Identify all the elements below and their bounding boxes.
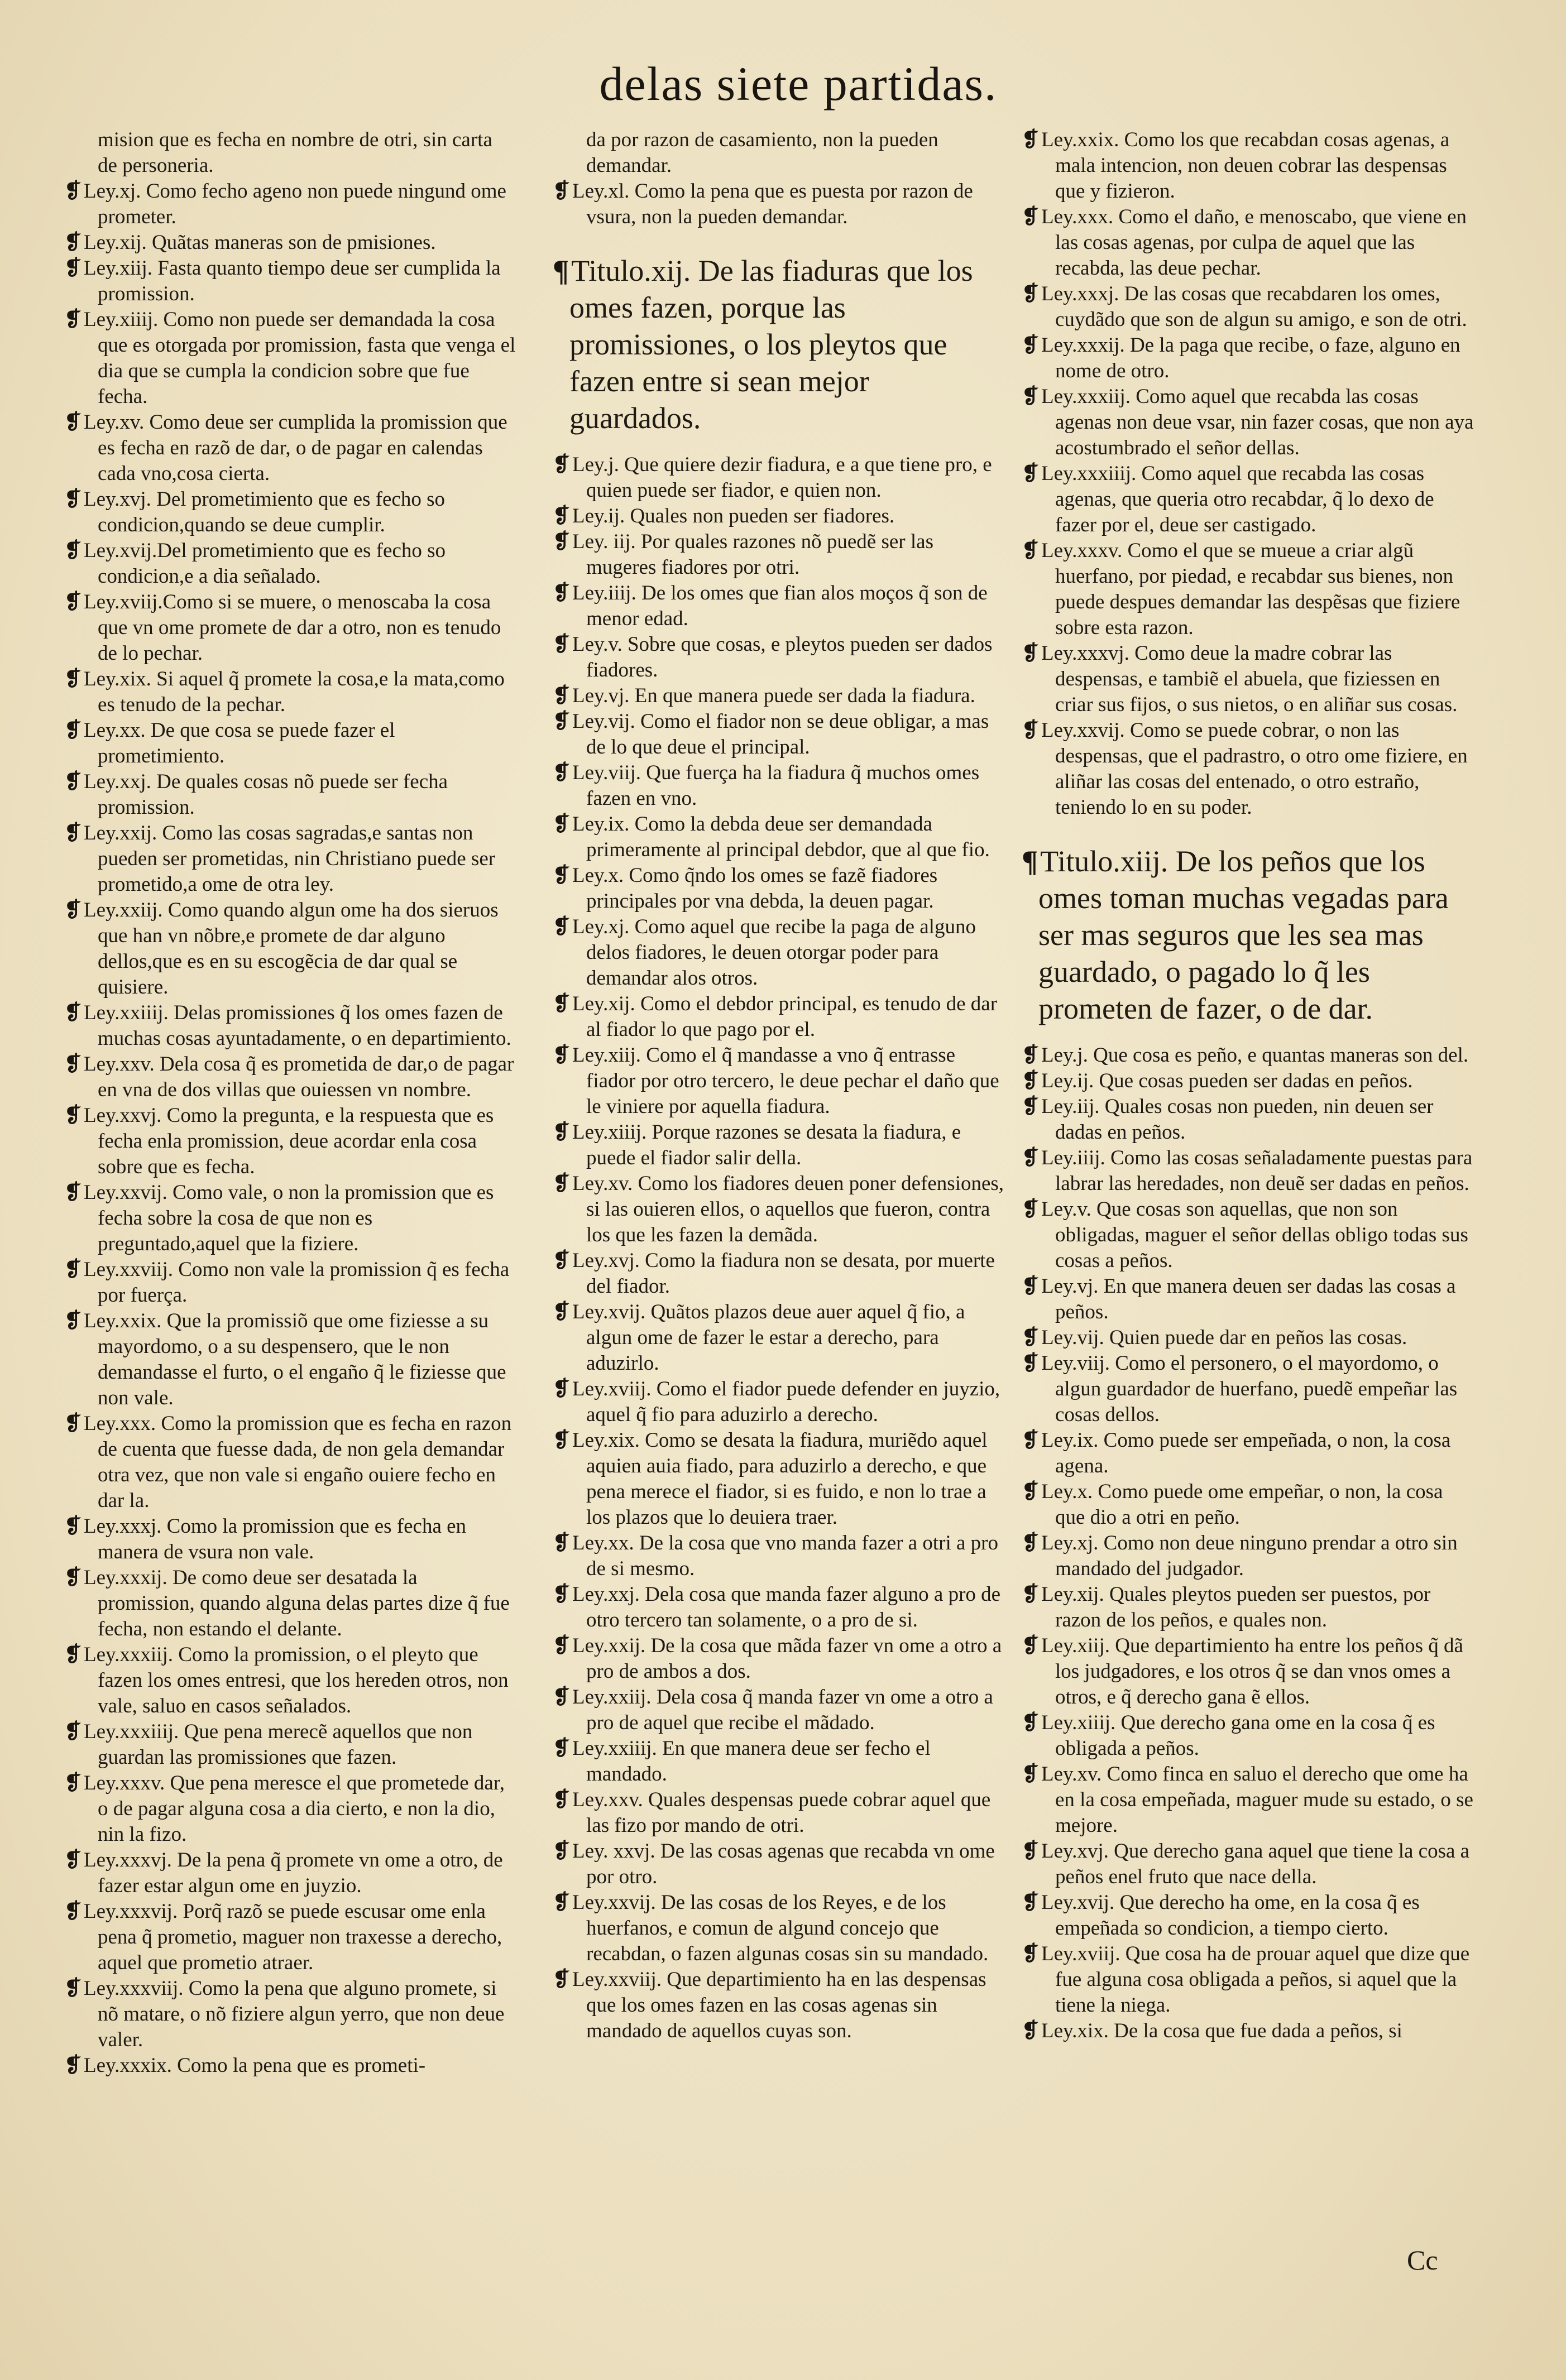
paragraph-mark-icon: ❡ bbox=[553, 864, 571, 887]
paragraph-mark-icon: ❡ bbox=[64, 1412, 82, 1435]
ley-entry bbox=[1022, 2018, 1474, 2044]
ley-entry bbox=[64, 589, 516, 666]
ley-entry bbox=[64, 1642, 516, 1719]
ley-entry bbox=[64, 487, 516, 538]
paragraph-mark-icon: ❡ bbox=[64, 1181, 82, 1204]
ley-entry bbox=[64, 538, 516, 589]
entry-text: Ley.xxvij. Como vale, o non la promission que es fecha sobre la cosa de que non es preguntado,aquel que la fiziere. bbox=[84, 1181, 494, 1255]
entry-text: Ley.vj. En que manera puede ser dada la fiadura. bbox=[572, 684, 975, 707]
paragraph-mark-icon: ❡ bbox=[553, 684, 571, 707]
entry-text: Ley.xj. Como fecho ageno non puede ningund ome prometer. bbox=[84, 180, 506, 228]
ley-entry bbox=[1022, 1839, 1474, 1890]
ley-entry bbox=[553, 1633, 1005, 1685]
entry-text: Ley.xx. De la cosa que vno manda fazer a otri a pro de si mesmo. bbox=[572, 1532, 998, 1580]
paragraph-mark-icon: ❡ bbox=[553, 761, 571, 784]
ley-entry bbox=[64, 1719, 516, 1770]
paragraph-mark-icon: ❡ bbox=[553, 1788, 571, 1811]
paragraph-mark-icon: ❡ bbox=[553, 1301, 571, 1323]
paragraph-mark-icon: ❡ bbox=[553, 1891, 571, 1914]
ley-entry bbox=[64, 179, 516, 230]
entry-text: Ley.xvj. Del prometimiento que es fecho so condicion,quando se deue cumplir. bbox=[84, 488, 445, 536]
ley-entry bbox=[64, 410, 516, 487]
paragraph-mark-icon: ❡ bbox=[1022, 1198, 1040, 1221]
ley-entry bbox=[553, 1736, 1005, 1787]
paragraph-mark-icon: ❡ bbox=[1022, 1146, 1040, 1169]
ley-entry bbox=[1022, 1428, 1474, 1479]
entry-text: Ley.xxxiiij. Que pena merecẽ aquellos que non guardan las promissiones que fazen. bbox=[84, 1720, 473, 1769]
paragraph-mark-icon: ❡ bbox=[553, 505, 571, 527]
entry-text: Ley.iij. Quales cosas non pueden, nin deuen ser dadas en peños. bbox=[1041, 1095, 1434, 1144]
ley-entry bbox=[553, 1428, 1005, 1530]
paragraph-mark-icon: ❡ bbox=[1022, 128, 1040, 151]
entry-text: Ley.xxxiij. Como la promission, o el pleyto que fazen los omes entresi, que los hereden otros, non vale, saluo en casos señalados. bbox=[84, 1643, 509, 1717]
paragraph-mark-icon: ❡ bbox=[1022, 1634, 1040, 1657]
entry-text: Ley.xv. Como deue ser cumplida la promission que es fecha en razõ de dar, o de pagar en calendas cada vno,cosa cierta. bbox=[84, 411, 507, 485]
paragraph-mark-icon: ❡ bbox=[64, 411, 82, 434]
ley-entry bbox=[1022, 1479, 1474, 1530]
ley-entry bbox=[553, 1839, 1005, 1890]
paragraph-mark-icon: ❡ bbox=[1022, 1044, 1040, 1067]
ley-entry bbox=[64, 2053, 516, 2079]
paragraph-mark-icon: ❡ bbox=[553, 1840, 571, 1863]
paragraph-mark-icon: ❡ bbox=[1022, 1891, 1040, 1914]
paragraph-mark-icon: ❡ bbox=[64, 822, 82, 844]
ley-entry bbox=[64, 1899, 516, 1976]
ley-entry bbox=[553, 1787, 1005, 1839]
ley-entry bbox=[553, 1685, 1005, 1736]
continued-entry bbox=[553, 127, 1005, 179]
entry-text: Ley.xxxviij. Como la pena que alguno promete, si nõ matare, o nõ fiziere algun yerro, que non deue valer. bbox=[84, 1977, 505, 2051]
ley-entry bbox=[553, 914, 1005, 991]
paragraph-mark-icon: ❡ bbox=[1022, 1942, 1040, 1965]
paragraph-mark-icon: ❡ bbox=[1022, 1326, 1040, 1349]
ley-entry bbox=[64, 1411, 516, 1514]
entry-text: Ley.xxix. Que la promissiõ que ome fiziesse a su mayordomo, o a su despensero, que le non demandasse el furto, o el engaño q̃ le fiziesse que non vale. bbox=[84, 1309, 506, 1409]
entry-text: Ley.xxviij. Que departimiento ha en las despensas que los omes fazen en las cosas agenas sin mandado de aquellos cuyas son. bbox=[572, 1968, 986, 2042]
titulo-text: Titulo.xij. De las fiaduras que los omes fazen, porque las promissiones, o los pleytos que fazen entre si sean mejor guardados. bbox=[569, 254, 973, 435]
entry-text: Ley.vj. En que manera deuen ser dadas las cosas a peños. bbox=[1041, 1275, 1456, 1323]
ley-entry bbox=[1022, 718, 1474, 820]
entry-text: Ley.xviij.Como si se muere, o menoscaba la cosa que vn ome promete de dar a otro, non es tenudo de lo pechar. bbox=[84, 591, 501, 665]
entry-text: Ley.viij. Que fuerça ha la fiadura q̃ muchos omes fazen en vno. bbox=[572, 761, 980, 810]
ley-entry bbox=[553, 683, 1005, 709]
entry-text: Ley.iiij. De los omes que fian alos moços q̃ son de menor edad. bbox=[572, 582, 988, 630]
paragraph-mark-icon: ❡ bbox=[64, 1053, 82, 1076]
paragraph-mark-icon: ❡ bbox=[1022, 719, 1040, 742]
entry-text: Ley.x. Como puede ome empeñar, o non, la cosa que dio a otri en peño. bbox=[1041, 1480, 1443, 1529]
entry-text: Ley.xxviij. Como non vale la promission q̃ es fecha por fuerça. bbox=[84, 1258, 510, 1307]
paragraph-mark-icon: ❡ bbox=[553, 1121, 571, 1144]
entry-text: Ley.xxxij. De la paga que recibe, o faze, alguno en nome de otro. bbox=[1041, 334, 1460, 382]
paragraph-mark-icon: ❡ bbox=[553, 1249, 571, 1272]
ley-entry bbox=[1022, 1274, 1474, 1325]
entry-text: Ley.xix. De la cosa que fue dada a peños, si bbox=[1041, 2019, 1402, 2042]
paragraph-mark-icon: ❡ bbox=[553, 1968, 571, 1991]
entry-text: Ley.xij. Quãtas maneras son de pmisiones. bbox=[84, 231, 436, 254]
column-1 bbox=[64, 127, 516, 2079]
ley-entry bbox=[64, 230, 516, 256]
entry-text: Ley.v. Sobre que cosas, e pleytos pueden ser dados fiadores. bbox=[572, 633, 993, 682]
ley-entry bbox=[553, 812, 1005, 863]
paragraph-mark-icon: ❡ bbox=[553, 1044, 571, 1067]
entry-text: Ley.xxij. Como las cosas sagradas,e santas non pueden ser prometidas, nin Christiano puede ser prometido,a ome de otra ley. bbox=[84, 822, 496, 896]
entry-text: Ley.viij. Como el personero, o el mayordomo, o algun guardador de huerfano, puedẽ empeñar las cosas dellos. bbox=[1041, 1352, 1458, 1426]
entry-text: Ley.xxiij. Como quando algun ome ha dos sieruos que han vn nõbre,e promete de dar alguno dellos,que es en su escogẽcia de dar qual se quisiere. bbox=[84, 899, 499, 999]
entry-text: Ley.xxiiij. Delas promissiones q̃ los omes fazen de muchas cosas ayuntadamente, o en departimiento. bbox=[84, 1001, 511, 1050]
paragraph-mark-icon: ❡ bbox=[1022, 1711, 1040, 1734]
ley-entry bbox=[553, 1890, 1005, 1967]
ley-entry bbox=[553, 1120, 1005, 1171]
entry-text: Ley.xxxj. Como la promission que es fecha en manera de vsura non vale. bbox=[84, 1515, 467, 1563]
ley-entry bbox=[1022, 1890, 1474, 1941]
paragraph-mark-icon: ¶ bbox=[553, 254, 569, 287]
paragraph-mark-icon: ❡ bbox=[64, 1566, 82, 1589]
paragraph-mark-icon: ❡ bbox=[64, 180, 82, 203]
entry-text: Ley.x. Como q̃ndo los omes se fazẽ fiadores principales por vna debda, la deuen pagar. bbox=[572, 864, 938, 913]
entry-text: Ley.xxvij. Como se puede cobrar, o non las despensas, que el padrastro, o otro ome fiziere, en aliñar las cosas del entenado, o otro estraño, teniendo lo en su poder. bbox=[1041, 719, 1468, 819]
entry-text: Ley.j. Que cosa es peño, e quantas maneras son del. bbox=[1041, 1044, 1469, 1067]
ley-entry bbox=[1022, 281, 1474, 333]
entry-text: Ley.xxiiij. En que manera deue ser fecho el mandado. bbox=[572, 1737, 931, 1786]
paragraph-mark-icon: ❡ bbox=[64, 231, 82, 254]
ley-entry bbox=[1022, 384, 1474, 461]
paragraph-mark-icon: ❡ bbox=[64, 770, 82, 793]
entry-text: Ley.xx. De que cosa se puede fazer el prometimiento. bbox=[84, 719, 395, 767]
ley-entry bbox=[64, 256, 516, 307]
entry-text: Ley.xxxvij. Porq̃ razõ se puede escusar ome enla pena q̃ prometio, maguer non traxesse a derecho, aquel que prometio atraer. bbox=[84, 1900, 502, 1974]
entry-text: Ley.xxx. Como la promission que es fecha en razon de cuenta que fuesse dada, de non gela demandar otra vez, que non vale si engaño ouiere fecho en dar la. bbox=[84, 1412, 512, 1512]
paragraph-mark-icon: ❡ bbox=[553, 1737, 571, 1760]
entry-text: Ley.xv. Como finca en saluo el derecho que ome ha en la cosa empeñada, maguer mude su estado, o se mejore. bbox=[1041, 1763, 1473, 1837]
entry-text: Ley.xxiij. Dela cosa q̃ manda fazer vn ome a otro a pro de aquel que recibe el mãdado. bbox=[572, 1686, 993, 1734]
paragraph-mark-icon: ❡ bbox=[553, 915, 571, 938]
ley-entry bbox=[1022, 1094, 1474, 1145]
paragraph-mark-icon: ❡ bbox=[64, 308, 82, 331]
entry-text: Ley.xvj. Que derecho gana aquel que tiene la cosa a peños enel fruto que nace della. bbox=[1041, 1840, 1470, 1888]
paragraph-mark-icon: ❡ bbox=[553, 180, 571, 203]
ley-entry bbox=[64, 1514, 516, 1565]
ley-entry bbox=[553, 452, 1005, 503]
ley-entry bbox=[1022, 333, 1474, 384]
entry-text: Ley.xxxij. De como deue ser desatada la promission, quando alguna delas partes dize q̃ fue fecha, non estando el delante. bbox=[84, 1566, 510, 1640]
paragraph-mark-icon: ❡ bbox=[553, 530, 571, 553]
entry-text: Ley.xxxix. Como la pena que es prometi- bbox=[84, 2054, 426, 2077]
entry-text: da por razon de casamiento, non la pueden demandar. bbox=[586, 128, 938, 177]
entry-text: Ley.xxix. Como los que recabdan cosas agenas, a mala intencion, non deuen cobrar las despensas que y fizieron. bbox=[1041, 128, 1450, 203]
ley-entry bbox=[553, 863, 1005, 914]
ley-entry bbox=[1022, 204, 1474, 281]
entry-text: Ley.iiij. Como las cosas señaladamente puestas para labrar las heredades, non deuẽ ser dadas en peños. bbox=[1041, 1146, 1473, 1195]
entry-text: Ley. iij. Por quales razones nõ puedẽ ser las mugeres fiadores por otri. bbox=[572, 530, 933, 579]
paragraph-mark-icon: ❡ bbox=[64, 488, 82, 511]
entry-text: Ley.v. Que cosas son aquellas, que non son obligadas, maguer el señor dellas obligo todas sus cosas a peños. bbox=[1041, 1198, 1468, 1272]
paragraph-mark-icon: ❡ bbox=[64, 591, 82, 613]
paragraph-mark-icon: ❡ bbox=[1022, 1352, 1040, 1375]
paragraph-mark-icon: ❡ bbox=[64, 899, 82, 922]
paragraph-mark-icon: ❡ bbox=[553, 813, 571, 836]
entry-text: Ley.xvj. Como la fiadura non se desata, por muerte del fiador. bbox=[572, 1249, 995, 1298]
continued-entry bbox=[64, 127, 516, 179]
ley-entry bbox=[1022, 1043, 1474, 1068]
paragraph-mark-icon: ❡ bbox=[553, 1583, 571, 1606]
paragraph-mark-icon: ❡ bbox=[1022, 1069, 1040, 1092]
ley-entry bbox=[1022, 1710, 1474, 1762]
paragraph-mark-icon: ❡ bbox=[64, 2054, 82, 2077]
paragraph-mark-icon: ❡ bbox=[553, 1378, 571, 1400]
paragraph-mark-icon: ❡ bbox=[64, 1977, 82, 2000]
paragraph-mark-icon: ❡ bbox=[1022, 1480, 1040, 1503]
paragraph-mark-icon: ❡ bbox=[64, 1515, 82, 1538]
ley-entry bbox=[64, 1103, 516, 1180]
entry-text: Ley.xxvij. De las cosas de los Reyes, e de los huerfanos, e comun de algund concejo que recabdan, o fazen algunas cosas sin su mandado. bbox=[572, 1891, 989, 1965]
paragraph-mark-icon: ❡ bbox=[64, 1849, 82, 1872]
entry-text: Ley.xxj. De quales cosas nõ puede ser fecha promission. bbox=[84, 770, 448, 819]
ley-entry bbox=[553, 1582, 1005, 1633]
ley-entry bbox=[64, 1565, 516, 1642]
ley-entry bbox=[553, 709, 1005, 760]
entry-text: Ley.xxv. Dela cosa q̃ es prometida de dar,o de pagar en vna de dos villas que ouiessen vn nombre. bbox=[84, 1053, 514, 1101]
paragraph-mark-icon: ❡ bbox=[553, 992, 571, 1015]
paragraph-mark-icon: ❡ bbox=[1022, 1840, 1040, 1863]
paragraph-mark-icon: ❡ bbox=[1022, 2019, 1040, 2042]
ley-entry bbox=[64, 1052, 516, 1103]
entry-text: Ley.xiiij. Porque razones se desata la fiadura, e puede el fiador salir della. bbox=[572, 1121, 961, 1169]
entry-text: Ley.vij. Como el fiador non se deue obligar, a mas de lo que deue el principal. bbox=[572, 710, 989, 759]
paragraph-mark-icon: ❡ bbox=[1022, 385, 1040, 408]
entry-text: mision que es fecha en nombre de otri, sin carta de personeria. bbox=[98, 128, 492, 177]
ley-entry bbox=[1022, 1325, 1474, 1351]
paragraph-mark-icon: ❡ bbox=[1022, 1429, 1040, 1452]
entry-text: Ley.xj. Como non deue ninguno prendar a otro sin mandado del judgador. bbox=[1041, 1532, 1458, 1580]
ley-entry bbox=[553, 632, 1005, 683]
ley-entry bbox=[553, 1171, 1005, 1248]
ley-entry bbox=[553, 529, 1005, 580]
paragraph-mark-icon: ❡ bbox=[1022, 205, 1040, 228]
ley-entry bbox=[553, 1248, 1005, 1299]
paragraph-mark-icon: ❡ bbox=[553, 633, 571, 656]
ley-entry bbox=[64, 1976, 516, 2053]
entry-text: Ley. xxvj. De las cosas agenas que recabda vn ome por otro. bbox=[572, 1840, 995, 1888]
entry-text: Ley.j. Que quiere dezir fiadura, e a que tiene pro, e quien puede ser fiador, e quien non. bbox=[572, 453, 992, 502]
entry-text: Ley.xxv. Quales despensas puede cobrar aquel que las fizo por mando de otri. bbox=[572, 1788, 991, 1837]
entry-text: Ley.xvij. Quãtos plazos deue auer aquel q̃ fio, a algun ome de fazer le estar a derecho, para aduzirlo. bbox=[572, 1301, 965, 1375]
ley-entry bbox=[553, 580, 1005, 632]
paragraph-mark-icon: ❡ bbox=[64, 1643, 82, 1666]
paragraph-mark-icon: ❡ bbox=[1022, 642, 1040, 665]
paragraph-mark-icon: ❡ bbox=[1022, 1583, 1040, 1606]
paragraph-mark-icon: ❡ bbox=[553, 1634, 571, 1657]
entry-text: Ley.xvij. Que derecho ha ome, en la cosa q̃ es empeñada so condicion, a tiempo cierto. bbox=[1041, 1891, 1420, 1940]
entry-text: Ley.xxx. Como el daño, e menoscabo, que viene en las cosas agenas, por culpa de aquel que las recabda, las deue pechar. bbox=[1041, 205, 1467, 280]
entry-text: Ley.xiiij. Que derecho gana ome en la cosa q̃ es obligada a peños. bbox=[1041, 1711, 1435, 1760]
entry-text: Ley.xxij. De la cosa que mãda fazer vn ome a otro a pro de ambos a dos. bbox=[572, 1634, 1002, 1683]
entry-text: Ley.xviij. Que cosa ha de prouar aquel que dize que fue alguna cosa obligada a peños, si aquel que la tiene la niega. bbox=[1041, 1942, 1470, 2017]
ley-entry bbox=[64, 1000, 516, 1052]
paragraph-mark-icon: ❡ bbox=[553, 1172, 571, 1195]
entry-text: Ley.ix. Como la debda deue ser demandada primeramente al principal debdor, que al que fio. bbox=[572, 813, 990, 861]
paragraph-mark-icon: ❡ bbox=[64, 1001, 82, 1024]
ley-entry bbox=[1022, 1351, 1474, 1428]
ley-entry bbox=[553, 179, 1005, 230]
entry-text: Ley.xxvj. Como la pregunta, e la respuesta que es fecha enla promission, deue acordar enla cosa sobre que es fecha. bbox=[84, 1104, 494, 1178]
entry-text: Ley.xxxvj. De la pena q̃ promete vn ome a otro, de fazer estar algun ome en juyzio. bbox=[84, 1849, 503, 1897]
entry-text: Ley.xix. Si aquel q̃ promete la cosa,e la mata,como es tenudo de la pechar. bbox=[84, 668, 505, 716]
ley-entry bbox=[1022, 127, 1474, 204]
paragraph-mark-icon: ❡ bbox=[553, 1686, 571, 1709]
entry-text: Ley.vij. Quien puede dar en peños las cosas. bbox=[1041, 1326, 1407, 1349]
paragraph-mark-icon: ❡ bbox=[553, 1532, 571, 1554]
ley-entry bbox=[1022, 641, 1474, 718]
ley-entry bbox=[553, 1376, 1005, 1428]
entry-text: Ley.xl. Como la pena que es puesta por razon de vsura, non la pueden demandar. bbox=[572, 180, 973, 228]
column-3 bbox=[1022, 127, 1474, 2044]
entry-text: Ley.xiij. Como el q̃ mandasse a vno q̃ entrasse fiador por otro tercero, le deue pechar el daño que le viniere por aquella fiadura. bbox=[572, 1044, 999, 1118]
ley-entry bbox=[553, 760, 1005, 812]
ley-entry bbox=[1022, 1145, 1474, 1197]
signature-mark: Cc bbox=[1407, 2244, 1438, 2276]
paragraph-mark-icon: ❡ bbox=[553, 710, 571, 733]
entry-text: Ley.xiij. Fasta quanto tiempo deue ser cumplida la promission. bbox=[84, 257, 501, 305]
ley-entry bbox=[64, 1180, 516, 1257]
ley-entry bbox=[1022, 1530, 1474, 1582]
paragraph-mark-icon: ❡ bbox=[64, 1258, 82, 1281]
entry-text: Ley.xv. Como los fiadores deuen poner defensiones, si las ouieren ellos, o aquellos que fueron, contra los que les fazen la demãda. bbox=[572, 1172, 1004, 1246]
ley-entry bbox=[1022, 1633, 1474, 1710]
ley-entry bbox=[553, 503, 1005, 529]
ley-entry bbox=[1022, 538, 1474, 641]
paragraph-mark-icon: ❡ bbox=[64, 719, 82, 742]
ley-entry bbox=[64, 666, 516, 718]
ley-entry bbox=[64, 898, 516, 1000]
paragraph-mark-icon: ❡ bbox=[64, 668, 82, 690]
entry-text: Ley.xxxj. De las cosas que recabdaren los omes, cuydãdo que son de algun su amigo, e son de otri. bbox=[1041, 282, 1467, 331]
running-head: delas siete partidas. bbox=[599, 57, 998, 111]
ley-entry bbox=[64, 820, 516, 898]
ley-entry bbox=[64, 1770, 516, 1848]
titulo-heading bbox=[1022, 843, 1474, 1027]
titulo-text: Titulo.xiij. De los peños que los omes toman muchas vegadas para ser mas seguros que les sea mas guardado, o pagado lo q̃ les prometen de fazer, o de dar. bbox=[1038, 844, 1449, 1025]
paragraph-mark-icon: ❡ bbox=[64, 1720, 82, 1743]
paragraph-mark-icon: ❡ bbox=[64, 257, 82, 280]
paragraph-mark-icon: ❡ bbox=[1022, 462, 1040, 485]
entry-text: Ley.ix. Como puede ser empeñada, o non, la cosa agena. bbox=[1041, 1429, 1451, 1477]
ley-entry bbox=[64, 1257, 516, 1308]
entry-text: Ley.ij. Quales non pueden ser fiadores. bbox=[572, 505, 895, 527]
ley-entry bbox=[553, 1967, 1005, 2044]
ley-entry bbox=[1022, 1582, 1474, 1633]
entry-text: Ley.xxxiij. Como aquel que recabda las cosas agenas non deue vsar, nin fazer cosas, que non aya acostumbrado el señor dellas. bbox=[1041, 385, 1474, 459]
ley-entry bbox=[1022, 461, 1474, 538]
paragraph-mark-icon: ❡ bbox=[64, 1104, 82, 1127]
paragraph-mark-icon: ❡ bbox=[1022, 282, 1040, 305]
paragraph-mark-icon: ❡ bbox=[553, 453, 571, 476]
ley-entry bbox=[1022, 1941, 1474, 2018]
ley-entry bbox=[1022, 1068, 1474, 1094]
entry-text: Ley.xij. Como el debdor principal, es tenudo de dar al fiador lo que pago por el. bbox=[572, 992, 998, 1041]
paragraph-mark-icon: ❡ bbox=[1022, 1763, 1040, 1786]
entry-text: Ley.xxxv. Que pena meresce el que prometede dar, o de pagar alguna cosa a dia cierto, e non la dio, nin la fizo. bbox=[84, 1772, 505, 1846]
entry-text: Ley.ij. Que cosas pueden ser dadas en peños. bbox=[1041, 1069, 1413, 1092]
entry-text: Ley.xiiij. Como non puede ser demandada la cosa que es otorgada por promission, fasta que venga el dia que se cumpla la condicion sobre que fue fecha. bbox=[84, 308, 516, 408]
ley-entry bbox=[553, 1043, 1005, 1120]
paragraph-mark-icon: ❡ bbox=[1022, 539, 1040, 562]
paragraph-mark-icon: ❡ bbox=[1022, 1275, 1040, 1298]
paragraph-mark-icon: ❡ bbox=[64, 539, 82, 562]
ley-entry bbox=[64, 769, 516, 820]
ley-entry bbox=[64, 1848, 516, 1899]
paragraph-mark-icon: ❡ bbox=[553, 582, 571, 604]
entry-text: Ley.xxxiiij. Como aquel que recabda las cosas agenas, que queria otro recabdar, q̃ lo dexo de fazer por el, deue ser castigado. bbox=[1041, 462, 1434, 536]
entry-text: Ley.xvij.Del prometimiento que es fecho so condicion,e a dia señalado. bbox=[84, 539, 446, 588]
entry-text: Ley.xviij. Como el fiador puede defender en juyzio, aquel q̃ fio para aduzirlo a derecho. bbox=[572, 1378, 1000, 1426]
ley-entry bbox=[553, 991, 1005, 1043]
paragraph-mark-icon: ❡ bbox=[1022, 334, 1040, 357]
entry-text: Ley.xiij. Que departimiento ha entre los peños q̃ dã los judgadores, e los otros q̃ se dan vnos omes a otros, e q̃ derecho gana ẽ ellos. bbox=[1041, 1634, 1463, 1709]
column-2 bbox=[553, 127, 1005, 2044]
entry-text: Ley.xj. Como aquel que recibe la paga de alguno delos fiadores, le deuen otorgar poder para demandar alos otros. bbox=[572, 915, 976, 990]
entry-text: Ley.xij. Quales pleytos pueden ser puestos, por razon de los peños, e quales non. bbox=[1041, 1583, 1431, 1632]
paragraph-mark-icon: ❡ bbox=[1022, 1095, 1040, 1118]
ley-entry bbox=[1022, 1197, 1474, 1274]
ley-entry bbox=[553, 1530, 1005, 1582]
paragraph-mark-icon: ¶ bbox=[1022, 844, 1038, 878]
ley-entry bbox=[1022, 1762, 1474, 1839]
paragraph-mark-icon: ❡ bbox=[64, 1772, 82, 1794]
paragraph-mark-icon: ❡ bbox=[1022, 1532, 1040, 1554]
paragraph-mark-icon: ❡ bbox=[64, 1900, 82, 1923]
ley-entry bbox=[553, 1299, 1005, 1376]
paragraph-mark-icon: ❡ bbox=[64, 1309, 82, 1332]
paragraph-mark-icon: ❡ bbox=[553, 1429, 571, 1452]
entry-text: Ley.xxxvj. Como deue la madre cobrar las despensas, e tambiẽ el abuela, que fiziessen en criar sus fijos, o sus nietos, o en aliñar sus cosas. bbox=[1041, 642, 1458, 716]
ley-entry bbox=[64, 718, 516, 769]
titulo-heading bbox=[553, 252, 1005, 436]
ley-entry bbox=[64, 307, 516, 410]
entry-text: Ley.xxj. Dela cosa que manda fazer alguno a pro de otro tercero tan solamente, o a pro de si. bbox=[572, 1583, 1001, 1632]
entry-text: Ley.xix. Como se desata la fiadura, muriẽdo aquel aquien auia fiado, para aduzirlo a derecho, e que pena merece el fiador, si es fuido, e non lo trae a los plazos que lo deuiera traer. bbox=[572, 1429, 988, 1529]
ley-entry bbox=[64, 1308, 516, 1411]
entry-text: Ley.xxxv. Como el que se mueue a criar algũ huerfano, por piedad, e recabdar sus bienes, non puede despues demandar las despẽsas que fiziere sobre esta razon. bbox=[1041, 539, 1460, 639]
